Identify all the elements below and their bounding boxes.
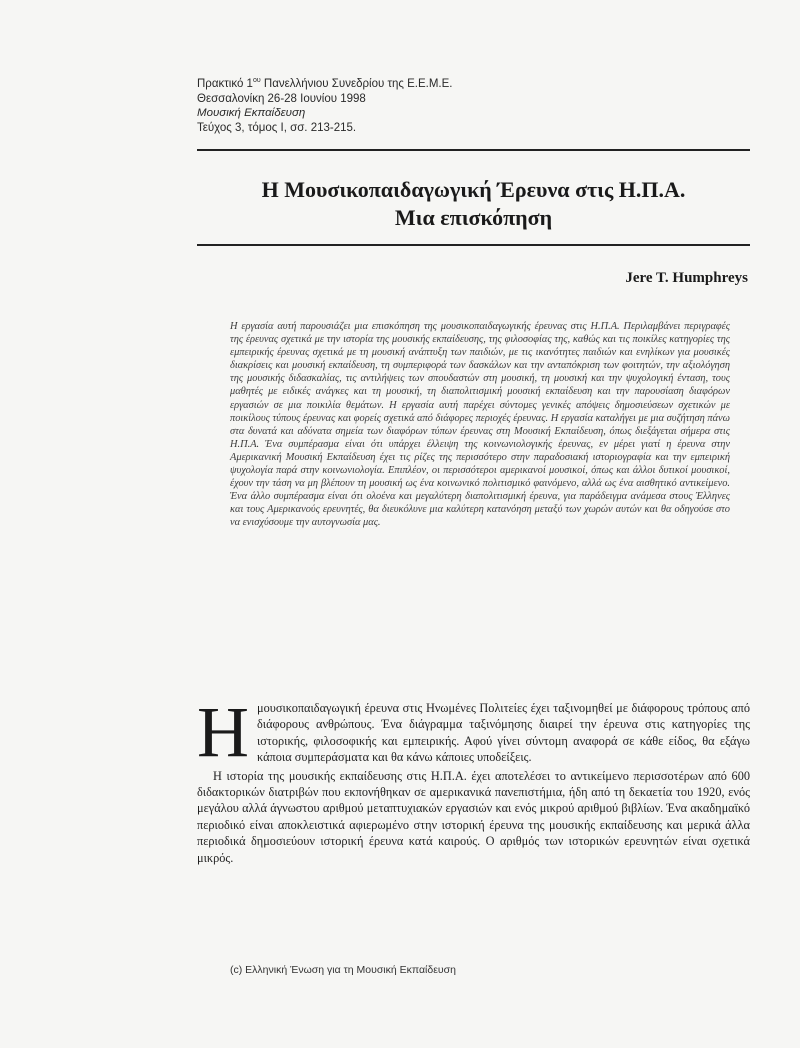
- paragraph-1: [197, 692, 750, 772]
- body-text: [197, 692, 750, 866]
- proceedings-title-sup: ου: [252, 77, 261, 85]
- paper-title: [197, 176, 750, 232]
- proceedings-header: [197, 77, 617, 135]
- copyright-footer: (c) Ελληνική Ένωση για τη Μουσική Εκπαίδευση: [230, 964, 456, 976]
- paper-title-line-2: Μια επισκόπηση: [394, 205, 553, 230]
- author-name: Jere T. Humphreys: [625, 270, 748, 286]
- abstract: Η εργασία αυτή παρουσιάζει μια επισκόπηση της μουσικοπαιδαγωγικής έρευνας στις Η.Π.Α. Περιλαμβάνει περιγραφές της έρευνας σχετικά με την ιστορία της μουσικής εκπαίδευσης, της φιλοσοφίας της, καθώς και τις ποικίλες κατηγορίες της εμπειρικής έρευνας σχετικά με τη μουσική ανάπτυξη των παιδιών, με τις ικανότητες παιδιών και ενηλίκων για μουσικές διακρίσεις και μουσική εκπαίδευση, τη συμπεριφορά των δασκάλων και την ανταπόκριση των φοιτητών, την αξιολόγηση της μουσικής διδασκαλίας, τις αντιλήψεις των σπουδαστών στη μουσική, τη μουσική και την ψυχολογική ένταση, τους μαθητές με ειδικές ανάγκες και τη μουσική, τη διαπολιτισμική μουσική εκπαίδευση και την παρουσίαση διαφόρων εργασιών σε μια ποικιλία θεμάτων. Η εργασία αυτή παρέχει σύντομες γενικές απόψεις δημοσιεύσεων σχετικών με ποικίλους τύπους έρευνας και φορείς σχετικά από διάφορες περιοχές έρευνας. Η εργασία καταλήγει με μια συζήτηση πάνω στα δυνατά και αδύνατα σημεία των διαφόρων τύπων έρευνας στη Μουσική Εκπαίδευση, όπως διεξάγεται σήμερα στις Η.Π.Α. Ένα συμπέρασμα είναι ότι υπάρχει έλλειψη της κοινωνιολογικής έρευνας, εν μέρει γιατί η έρευνα στην Αμερικανική Μουσική Εκπαίδευση έχει τις ρίζες της περισσότερο στην παραδοσιακή ιστοριογραφία και την εμπειρική ψυχολογία παρά στην κοινωνιολογία. Επιπλέον, οι περισσότεροι αμερικανοί μουσικοί, όπως και άλλοι δυτικοί μουσικοί, έχουν την τάση να μη βλέπουν τη μουσική ως ένα κοινωνικό πολιτισμικό φαινόμενο, αλλά ως ένα αισθητικό αντικείμενο. Ένα άλλο συμπέρασμα είναι ότι ολοένα και μεγαλύτερη διαπολιτισμική έρευνα, για παράδειγμα ανάμεσα στους Έλληνες και τους Αμερικανούς ερευνητές, θα διευκόλυνε μια καλύτερη κατανόηση μεταξύ των χωρών αυτών και θα οδηγούσε στο να ενισχύσουμε την αυτογνωσία μας.: [230, 321, 730, 529]
- drop-cap: Η: [197, 692, 249, 772]
- issue-pages: Τεύχος 3, τόμος Ι, σσ. 213-215.: [197, 121, 357, 134]
- title-rule-top: [197, 149, 750, 151]
- journal-name: Μουσική Εκπαίδευση: [197, 107, 306, 119]
- proceedings-title-prefix: Πρακτικό 1: [197, 78, 253, 90]
- title-rule-bottom: [197, 244, 750, 246]
- conference-place-date: Θεσσαλονίκη 26-28 Ιουνίου 1998: [197, 92, 366, 105]
- paragraph-2: Η ιστορία της μουσικής εκπαίδευσης στις Η.Π.Α. έχει αποτελέσει το αντικείμενο περισσοτέρων από 600 διδακτορικών διατριβών που εκπονήθηκαν σε αμερικανικά πανεπιστήμια, ήδη από τη δεκαετία του 1920, ενός μεγάλου αλλά άγνωστου αριθμού μεταπτυχιακών εργασιών και ενός μικρού αριθμού βιβλίων. Ένα ακαδημαϊκό περιοδικό είναι αποκλειστικά αφιερωμένο στην ιστορική έρευνα της μουσικής εκπαίδευσης και μερικά άλλα περιοδικά δημοσιεύουν ιστορική έρευνα κατά καιρούς. Ο αριθμός των ιστορικών ερευνητών είναι σχετικά μικρός.: [197, 768, 750, 865]
- paragraph-1-text: μουσικοπαιδαγωγική έρευνα στις Ηνωμένες Πολιτείες έχει ταξινομηθεί με διάφορους τρόπους από διάφορους ανθρώπους. Ένα διάγραμμα ταξινόμησης διαιρεί την έρευνα στις κατηγορίες της ιστορικής, φιλοσοφικής και εμπειρικής. Αφού γίνει σύντομη αναφορά σε κάθε είδος, θα εξάγω κάποια συμπεράσματα και θα κάνω κάποιες υποδείξεις.: [257, 701, 750, 765]
- proceedings-title: [197, 77, 617, 92]
- paper-title-line-1: Η Μουσικοπαιδαγωγική Έρευνα στις Η.Π.Α.: [261, 177, 686, 202]
- proceedings-title-suffix: Πανελλήνιου Συνεδρίου της Ε.Ε.Μ.Ε.: [260, 78, 453, 90]
